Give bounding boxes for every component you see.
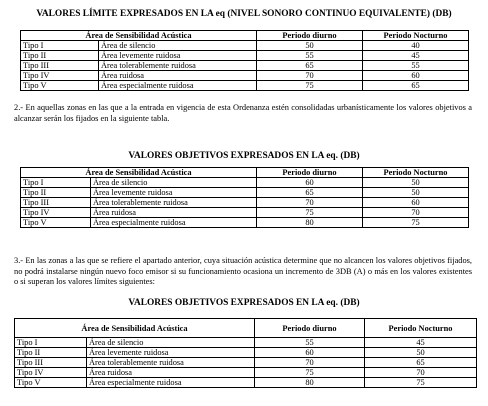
cell-night: 60 [363,198,469,208]
cell-type: Tipo II [15,348,87,358]
table3-title: VALORES OBJETIVOS EXPRESADOS EN LA eq. (DB) [128,298,360,308]
cell-area: Área tolerablemente ruidosa [87,358,255,368]
header-area: Área de Sensibilidad Acústica [21,168,257,178]
table-row [15,338,477,348]
cell-day: 55 [255,338,365,348]
cell-type: Tipo I [21,178,91,188]
cell-day: 80 [255,378,365,388]
cell-type: Tipo I [15,338,87,348]
cell-night: 65 [363,81,469,91]
cell-day: 50 [257,41,363,51]
table-row [21,81,469,91]
cell-night: 65 [365,358,477,368]
cell-night: 50 [363,178,469,188]
header-area: Área de Sensibilidad Acústica [15,319,255,338]
cell-night: 55 [363,61,469,71]
table-row [21,178,469,188]
cell-day: 65 [257,188,363,198]
cell-night: 50 [365,348,477,358]
table-row [21,71,469,81]
cell-night: 50 [363,188,469,198]
table-row [21,198,469,208]
table-row [21,208,469,218]
paragraph-2 [14,103,472,124]
header-day: Periodo diurno [257,168,363,178]
cell-night: 70 [363,208,469,218]
table1-title: VALORES LÍMITE EXPRESADOS EN LA eq (NIVEL SONORO CONTINUO EQUIVALENTE) (DB) [36,9,452,19]
cell-type: Tipo IV [21,208,91,218]
cell-area: Área especialmente ruidosa [91,218,257,228]
cell-day: 60 [255,348,365,358]
cell-day: 55 [257,51,363,61]
paragraph-2-number: 2.- [14,103,24,112]
objective-values-table-2 [14,318,477,388]
cell-area: Área tolerablemente ruidosa [99,61,257,71]
cell-area: Área levemente ruidosa [87,348,255,358]
cell-type: Tipo II [21,51,99,61]
cell-night: 60 [363,71,469,81]
cell-day: 75 [257,81,363,91]
paragraph-3 [14,256,472,288]
cell-area: Área de silencio [91,178,257,188]
cell-night: 75 [363,218,469,228]
cell-area: Área especialmente ruidosa [87,378,255,388]
table-row [15,368,477,378]
cell-type: Tipo II [21,188,91,198]
table-header-row [21,168,469,178]
cell-type: Tipo IV [21,71,99,81]
cell-type: Tipo IV [15,368,87,378]
cell-type: Tipo III [21,61,99,71]
cell-day: 65 [257,61,363,71]
table-row [15,378,477,388]
cell-day: 70 [257,198,363,208]
cell-night: 75 [365,378,477,388]
cell-type: Tipo V [21,81,99,91]
cell-area: Área ruidosa [87,368,255,378]
cell-night: 45 [363,51,469,61]
cell-day: 70 [255,358,365,368]
table-header-row [21,31,469,41]
objective-values-table-1 [20,167,469,228]
cell-day: 60 [257,178,363,188]
cell-type: Tipo I [21,41,99,51]
cell-area: Área ruidosa [91,208,257,218]
table-row [15,348,477,358]
header-area: Área de Sensibilidad Acústica [21,31,257,41]
paragraph-2-text: En aquellas zonas en las que a la entrada en vigencia de esta Ordenanza estén consolidadas urbanísticamente los valores objetivos a alcanzar serán los fijados en la siguiente tabla. [14,103,472,123]
header-night: Periodo Nocturno [365,319,477,338]
table2-title: VALORES OBJETIVOS EXPRESADOS EN LA eq. (DB) [128,151,360,161]
cell-day: 75 [255,368,365,378]
cell-area: Área levemente ruidosa [91,188,257,198]
cell-area: Área de silencio [87,338,255,348]
cell-night: 45 [365,338,477,348]
cell-day: 80 [257,218,363,228]
table-row [21,51,469,61]
cell-type: Tipo V [21,218,91,228]
cell-area: Área levemente ruidosa [99,51,257,61]
cell-day: 70 [257,71,363,81]
cell-night: 40 [363,41,469,51]
table-header-row [15,319,477,338]
header-night: Periodo Nocturno [363,168,469,178]
table-row [21,218,469,228]
cell-area: Área tolerablemente ruidosa [91,198,257,208]
cell-area: Área de silencio [99,41,257,51]
header-day: Periodo diurno [255,319,365,338]
header-night: Periodo Nocturno [363,31,469,41]
limit-values-table [20,30,469,91]
table-row [15,358,477,368]
cell-night: 70 [365,368,477,378]
cell-type: Tipo III [21,198,91,208]
cell-type: Tipo III [15,358,87,368]
cell-area: Área especialmente ruidosa [99,81,257,91]
cell-type: Tipo V [15,378,87,388]
paragraph-3-number: 3.- [14,256,24,265]
table-row [21,188,469,198]
paragraph-3-text: En las zonas a las que se refiere el apartado anterior, cuya situación acústica determine que no alcancen los valores objetivos fijados, no podrá instalarse ningún nuevo foco emisor si su funcionamiento ocasiona un incremento de 3DB (A) o más en los valores existentes o si superan los valores límites siguientes: [14,256,473,286]
table-row [21,61,469,71]
table-row [21,41,469,51]
cell-day: 75 [257,208,363,218]
header-day: Periodo diurno [257,31,363,41]
cell-area: Área ruidosa [99,71,257,81]
